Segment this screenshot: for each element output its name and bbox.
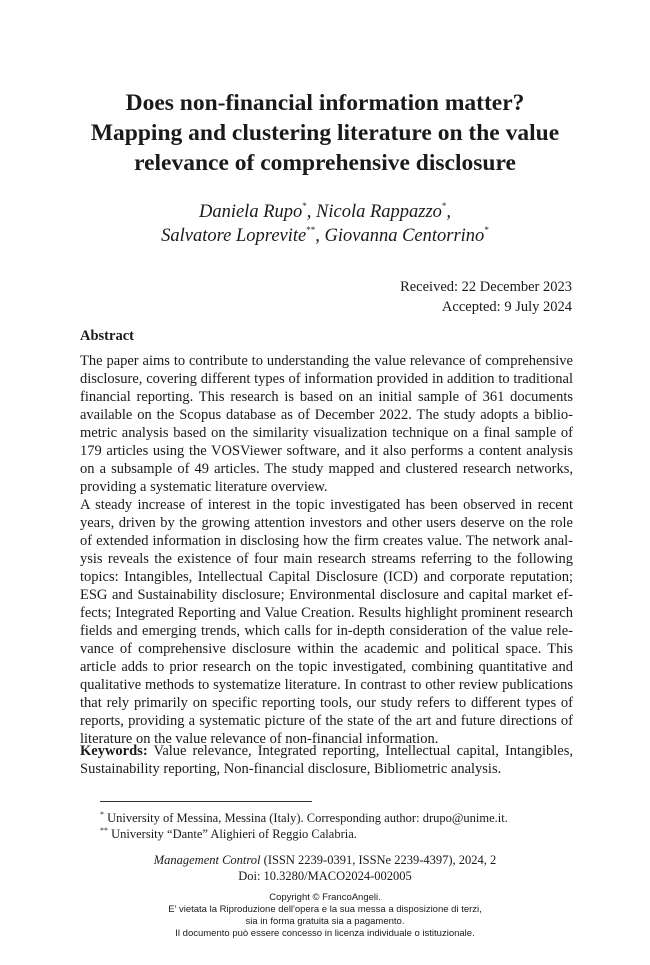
abstract-line: disclosure, covering different types of information provided in addition to traditional bbox=[80, 371, 573, 387]
paper-title bbox=[60, 88, 590, 178]
author-line-1 bbox=[60, 200, 590, 224]
footnote-text: University “Dante” Alighieri of Reggio Calabria. bbox=[108, 827, 357, 841]
abstract-heading: Abstract bbox=[80, 328, 134, 344]
submission-dates bbox=[400, 277, 572, 317]
abstract-line: literature on the value relevance of non-financial information. bbox=[80, 731, 439, 747]
author-name: Giovanna Centorrino bbox=[324, 226, 485, 246]
footnote bbox=[100, 810, 508, 826]
journal-name: Management Control bbox=[153, 853, 261, 867]
affiliation-mark: ** bbox=[306, 225, 316, 235]
abstract-line: topics: Intangibles, Intellectual Capital Disclosure (ICD) and corporate reputation; bbox=[80, 569, 573, 585]
abstract-line: article adds to prior research on the topic investigated, combining quantitative and bbox=[80, 659, 573, 675]
affiliation-mark: * bbox=[484, 225, 489, 235]
abstract-line: available on the Scopus database as of December 2022. The study adopts a biblio- bbox=[80, 407, 573, 423]
footnote-text: University of Messina, Messina (Italy). Corresponding author: drupo@unime.it. bbox=[104, 811, 508, 825]
author-name: Salvatore Loprevite bbox=[161, 226, 307, 246]
abstract-line: reports, providing a systematic picture of the state of the art and future directions of bbox=[80, 713, 573, 729]
abstract-paragraph-1 bbox=[80, 352, 573, 496]
copyright-line: E' vietata la Riproduzione dell'opera e la sua messa a disposizione di terzi, bbox=[168, 904, 482, 915]
abstract-line: fields and emerging trends, which calls for in-depth consideration of the value rele- bbox=[80, 623, 573, 639]
journal-info bbox=[60, 852, 590, 884]
author-name: Daniela Rupo bbox=[198, 202, 303, 222]
abstract-line: providing a systematic literature overview. bbox=[80, 479, 328, 495]
keywords-text: Value relevance, Integrated reporting, Intellectual capital, Intangibles, bbox=[147, 743, 573, 759]
author-line-2 bbox=[60, 224, 590, 248]
keywords-line-2: Sustainability reporting, Non-financial disclosure, Bibliometric analysis. bbox=[80, 761, 502, 777]
copyright-line: sia in forma gratuita sia a pagamento. bbox=[245, 916, 405, 927]
keywords-label: Keywords: bbox=[80, 743, 148, 759]
abstract-line: ysis reveals the existence of four main research streams referring to the following bbox=[80, 551, 573, 567]
title-line: Mapping and clustering literature on the value bbox=[90, 120, 560, 146]
affiliation-mark: * bbox=[441, 201, 447, 211]
title-line: relevance of comprehensive disclosure bbox=[134, 150, 516, 176]
abstract-line: ESG and Sustainability disclosure; Environmental disclosure and capital market ef- bbox=[80, 587, 573, 603]
abstract-line: The paper aims to contribute to understanding the value relevance of comprehensive bbox=[80, 353, 573, 369]
abstract-line: metric analysis based on the similarity visualization technique on a final sample of bbox=[80, 425, 573, 441]
footnote bbox=[100, 826, 508, 842]
abstract-paragraph-2 bbox=[80, 496, 573, 748]
abstract-line: fects; Integrated Reporting and Value Creation. Results highlight prominent research bbox=[80, 605, 573, 621]
abstract-line: of extended information in disclosing how the firm creates value. The network anal- bbox=[80, 533, 573, 549]
journal-details: (ISSN 2239-0391, ISSNe 2239-4397), 2024, 2 bbox=[260, 853, 497, 867]
author-separator: , bbox=[446, 202, 452, 222]
abstract-line: on a subsample of 49 articles. The study mapped and clustered research networks, bbox=[80, 461, 573, 477]
abstract-line: 179 articles using the VOSViewer software, and it also performs a content analysis bbox=[80, 443, 573, 459]
journal-line bbox=[60, 852, 590, 868]
footnote-mark: * bbox=[100, 810, 104, 819]
abstract-line: financial reporting. This research is based on an initial sample of 361 documents bbox=[80, 389, 573, 405]
abstract-body bbox=[80, 352, 573, 748]
doi: Doi: 10.3280/MACO2024-002005 bbox=[238, 869, 412, 883]
copyright-line: Il documento può essere concesso in licenza individuale o istituzionale. bbox=[175, 928, 475, 939]
received-date: Received: 22 December 2023 bbox=[400, 279, 572, 295]
title-line: Does non-financial information matter? bbox=[125, 90, 525, 116]
affiliation-mark: * bbox=[302, 201, 307, 211]
keywords-block bbox=[80, 742, 573, 778]
copyright-notice bbox=[60, 892, 590, 940]
author-separator: , bbox=[315, 226, 325, 246]
footnote-mark: ** bbox=[100, 826, 108, 835]
author-separator: , bbox=[306, 202, 316, 222]
abstract-line: A steady increase of interest in the topic investigated has been observed in recent bbox=[80, 497, 573, 513]
accepted-date: Accepted: 9 July 2024 bbox=[441, 299, 572, 315]
abstract-line: vance of comprehensive disclosure within the academic and political space. This bbox=[80, 641, 573, 657]
abstract-line: years, driven by the growing attention investors and other users deserve on the role bbox=[80, 515, 573, 531]
abstract-line: qualitative methods to systematize literature. In contrast to other review publications bbox=[80, 677, 573, 693]
footnotes bbox=[100, 810, 508, 842]
author-name: Nicola Rappazzo bbox=[316, 202, 442, 222]
abstract-line: that rely primarily on specific reporting tools, our study refers to different types of bbox=[80, 695, 573, 711]
keywords-line-1 bbox=[80, 742, 573, 760]
copyright-line: Copyright © FrancoAngeli. bbox=[269, 892, 381, 903]
author-list bbox=[60, 200, 590, 248]
footnote-divider bbox=[100, 801, 312, 802]
